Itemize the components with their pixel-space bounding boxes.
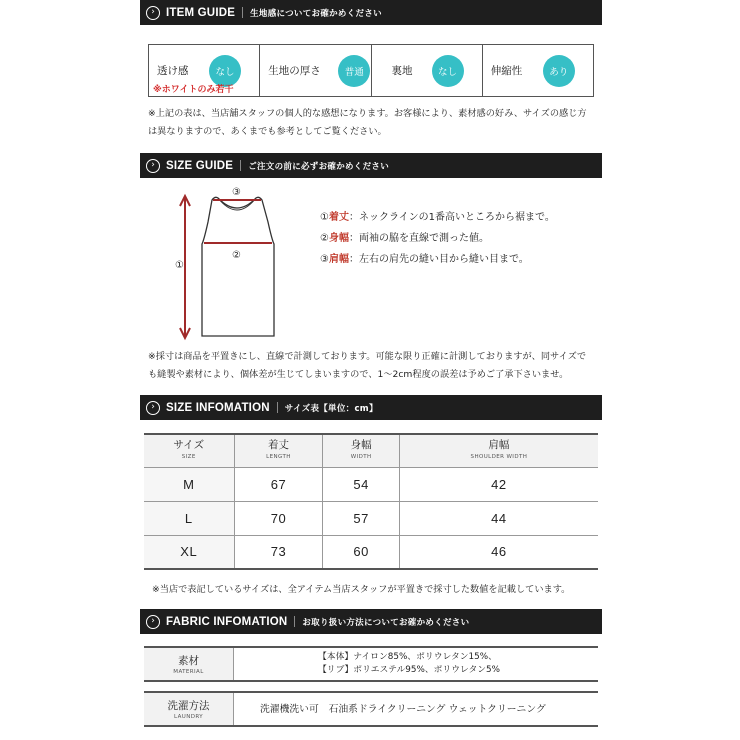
note-line: ※上記の表は、当店舗スタッフの個人的な感想になります。お客様により、素材感の好み、サイズの感じ方	[148, 108, 587, 119]
section-subtitle: ご注文の前に必ずお確かめください	[248, 161, 389, 172]
divider	[240, 160, 241, 171]
header-size: サイズ SIZE	[144, 434, 234, 467]
value-cell: 54	[323, 467, 399, 501]
guide-badge: なし	[209, 55, 241, 87]
table-row	[144, 535, 598, 569]
guide-cell-thickness	[260, 45, 371, 96]
section-subtitle: サイズ表【単位：cm】	[284, 403, 378, 414]
marker-shoulder: ③	[232, 187, 241, 198]
table-row	[144, 467, 598, 501]
guide-cell-lining	[372, 45, 483, 96]
table-header-row	[144, 434, 598, 467]
note-line: は異なりますので、あくまでも参考としてご覧ください。	[148, 126, 387, 137]
header-shoulder: 肩幅 SHOULDER WIDTH	[399, 434, 598, 467]
table-row	[144, 501, 598, 535]
value-cell: 44	[399, 501, 598, 535]
chevron-right-icon: ›	[146, 401, 160, 415]
measure-item-width: ②身幅：両袖の脇を直線で測った値。	[320, 233, 489, 244]
section-title: FABRIC INFOMATION	[166, 615, 288, 628]
section-title: SIZE INFOMATION	[166, 401, 270, 414]
item-guide-header	[140, 0, 602, 25]
guide-badge: 普通	[338, 55, 370, 87]
measure-item-shoulder: ③肩幅：左右の肩先の縫い目から縫い目まで。	[320, 254, 529, 265]
section-subtitle: お取り扱い方法についてお確かめください	[302, 617, 470, 628]
header-width: 身幅 WIDTH	[323, 434, 399, 467]
section-title: ITEM GUIDE	[166, 6, 236, 19]
chevron-right-icon: ›	[146, 159, 160, 173]
size-info-note: ※当店で表記しているサイズは、全アイテム当店スタッフが平置きで採寸した数値を記載しています。	[152, 584, 571, 595]
garment-outline	[202, 197, 274, 336]
measure-list	[320, 207, 555, 270]
size-info-header	[140, 395, 602, 420]
laundry-body: 洗濯機洗い可 石油系ドライクリーニング ウェットクリーニング	[260, 703, 546, 715]
item-guide-note	[148, 105, 600, 141]
fabric-info-header	[140, 609, 602, 634]
guide-label: 裏地	[391, 65, 413, 77]
chevron-right-icon: ›	[146, 6, 160, 20]
laundry-row	[144, 691, 598, 727]
value-cell: 42	[399, 467, 598, 501]
header-length: 着丈 LENGTH	[234, 434, 323, 467]
size-guide-header	[140, 153, 602, 178]
size-cell: M	[144, 467, 234, 501]
guide-note: ※ホワイトのみ若干	[153, 85, 234, 95]
size-guide-note	[148, 348, 600, 384]
size-table	[144, 433, 598, 570]
value-cell: 57	[323, 501, 399, 535]
item-guide-table	[148, 44, 594, 97]
guide-badge: なし	[432, 55, 464, 87]
note-line: ※採寸は商品を平置きにし、直線で計測しております。可能な限り正確に計測しておりますが、同サイズで	[148, 351, 587, 362]
chevron-right-icon: ›	[146, 615, 160, 629]
marker-length: ①	[175, 260, 184, 271]
divider	[242, 7, 243, 18]
size-cell: L	[144, 501, 234, 535]
material-row	[144, 646, 598, 682]
guide-label: 生地の厚さ	[268, 65, 321, 77]
guide-cell-stretch	[483, 45, 593, 96]
guide-label: 透け感	[157, 65, 189, 77]
laundry-head: 洗濯方法 LAUNDRY	[144, 693, 234, 725]
divider	[294, 616, 295, 627]
section-subtitle: 生地感についてお確かめください	[250, 8, 382, 19]
value-cell: 70	[234, 501, 323, 535]
value-cell: 67	[234, 467, 323, 501]
divider	[277, 402, 278, 413]
guide-badge: あり	[543, 55, 575, 87]
value-cell: 46	[399, 535, 598, 569]
guide-label: 伸縮性	[490, 65, 523, 77]
material-body: 【本体】ナイロン85%、ポリウレタン15%、 【リブ】ポリエステル95%、ポリウレタン5%	[318, 652, 500, 675]
size-cell: XL	[144, 535, 234, 569]
value-cell: 73	[234, 535, 323, 569]
value-cell: 60	[323, 535, 399, 569]
guide-cell-sheerness	[149, 45, 260, 96]
marker-width: ②	[232, 250, 241, 261]
tank-top-diagram	[160, 182, 300, 342]
measure-item-length: ①着丈：ネックラインの1番高いところから裾まで。	[320, 212, 555, 223]
note-line: も縫製や素材により、個体差が生じてしまいますので、1～2cm程度の誤差は予めご了承下さいませ。	[148, 369, 569, 380]
material-head: 素材 MATERIAL	[144, 648, 234, 680]
section-title: SIZE GUIDE	[166, 159, 234, 172]
